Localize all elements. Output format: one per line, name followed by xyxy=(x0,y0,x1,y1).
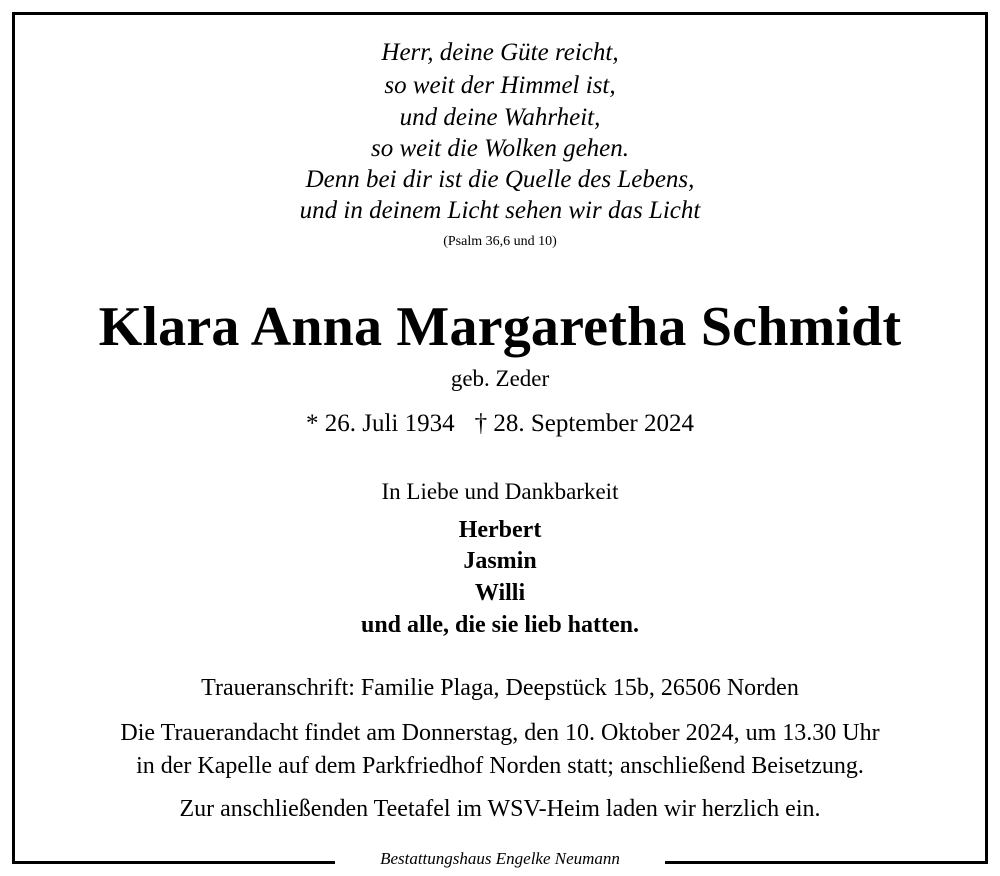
verse-reference: (Psalm 36,6 und 10) xyxy=(443,234,557,249)
service-info-line: Die Trauerandacht findet am Donnerstag, den 10. Oktober 2024, um 13.30 Uhr xyxy=(120,720,880,746)
tea-invitation: Zur anschließenden Teetafel im WSV-Heim laden wir herzlich ein. xyxy=(179,796,821,822)
verse-line: und in deinem Licht sehen wir das Licht xyxy=(299,197,701,224)
birth-name: geb. Zeder xyxy=(450,366,550,391)
mourners-closing: und alle, die sie lieb hatten. xyxy=(360,612,640,638)
mourners-intro: In Liebe und Dankbarkeit xyxy=(381,479,619,504)
verse-line: Denn bei dir ist die Quelle des Lebens, xyxy=(305,166,695,193)
verse-line: so weit die Wolken gehen. xyxy=(370,135,630,162)
funeral-home-name: Bestattungshaus Engelke Neumann xyxy=(380,849,620,868)
mourning-address: Traueranschrift: Familie Plaga, Deepstück 15b, 26506 Norden xyxy=(201,675,799,701)
mourner-name: Herbert xyxy=(458,517,542,543)
verse-line: und deine Wahrheit, xyxy=(399,104,601,131)
service-info-line: in der Kapelle auf dem Parkfriedhof Norden statt; anschließend Beisetzung. xyxy=(136,753,864,779)
mourner-name: Jasmin xyxy=(463,548,537,574)
life-dates xyxy=(0,411,1000,436)
death-date: † 28. September 2024 xyxy=(474,410,695,437)
mourner-name: Willi xyxy=(474,580,526,606)
deceased-name: Klara Anna Margaretha Schmidt xyxy=(98,296,902,358)
birth-date: * 26. Juli 1934 xyxy=(305,410,455,437)
verse-line: Herr, deine Güte reicht, xyxy=(381,39,619,66)
verse-line: so weit der Himmel ist, xyxy=(384,72,616,99)
